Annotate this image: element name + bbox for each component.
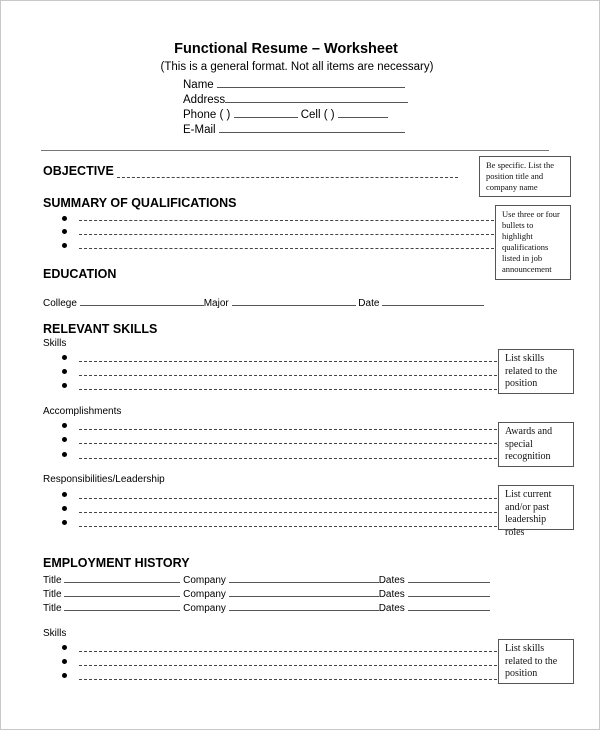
dates-label: Dates (378, 589, 405, 600)
bullet-icon (62, 452, 67, 457)
employment-row (43, 586, 490, 600)
bullet-icon (62, 423, 67, 428)
employment-row (43, 600, 490, 614)
bullet-icon (62, 645, 67, 650)
dates-field[interactable] (408, 600, 490, 611)
objective-heading (43, 164, 114, 178)
major-label: Major (203, 298, 229, 309)
accomplishments-line-3[interactable] (79, 458, 497, 459)
company-field[interactable] (229, 572, 379, 583)
education-row (43, 295, 484, 309)
phone-label: Phone ( ) (183, 109, 231, 121)
summary-heading: SUMMARY OF QUALIFICATIONS (43, 196, 237, 210)
accomplishments-line-1[interactable] (79, 429, 497, 430)
skills-line-3[interactable] (79, 389, 497, 390)
bullet-icon (62, 673, 67, 678)
bottom-skills-note: List skills related to the position (498, 639, 574, 684)
bottom-skills-line-3[interactable] (79, 679, 497, 680)
education-heading: EDUCATION (43, 267, 117, 281)
skills-line-1[interactable] (79, 361, 497, 362)
skills-note: List skills related to the position (498, 349, 574, 394)
college-label: College (43, 298, 77, 309)
accomplishments-note: Awards and special recognition (498, 422, 574, 467)
objective-note: Be specific. List the position title and company name (479, 156, 571, 197)
title-field[interactable] (64, 586, 180, 597)
title-field[interactable] (64, 600, 180, 611)
email-row (183, 122, 405, 136)
address-label: Address (183, 94, 226, 106)
accomplishments-line-2[interactable] (79, 443, 497, 444)
summary-line-3[interactable] (79, 248, 494, 249)
page-title: Functional Resume – Worksheet (174, 41, 398, 57)
address-row (183, 92, 408, 106)
dates-field[interactable] (408, 572, 490, 583)
leadership-line-2[interactable] (79, 512, 497, 513)
bullet-icon (62, 369, 67, 374)
leadership-line-3[interactable] (79, 526, 497, 527)
name-label: Name (183, 79, 214, 91)
bullet-icon (62, 506, 67, 511)
objective-heading-text: OBJECTIVE (43, 164, 114, 178)
cell-field[interactable] (338, 107, 388, 118)
skills-label: Skills (43, 338, 67, 349)
bottom-skills-label: Skills (43, 628, 67, 639)
bullet-icon (62, 520, 67, 525)
bullet-icon (62, 437, 67, 442)
page-subtitle: (This is a general format. Not all items are necessary) (160, 61, 434, 73)
date-label: Date (358, 298, 380, 309)
bullet-icon (62, 229, 67, 234)
relevant-skills-heading: RELEVANT SKILLS (43, 322, 158, 336)
dates-field[interactable] (408, 586, 490, 597)
summary-note: Use three or four bullets to highlight qualifications listed in job announcement (495, 205, 571, 280)
leadership-note: List current and/or past leadership roles (498, 485, 574, 530)
employment-heading: EMPLOYMENT HISTORY (43, 556, 190, 570)
education-date-field[interactable] (382, 295, 484, 306)
company-field[interactable] (229, 600, 379, 611)
leadership-line-1[interactable] (79, 498, 497, 499)
name-row (183, 77, 405, 91)
company-field[interactable] (229, 586, 379, 597)
bullet-icon (62, 355, 67, 360)
college-field[interactable] (80, 295, 204, 306)
dates-label: Dates (378, 575, 405, 586)
objective-field[interactable] (117, 177, 458, 178)
summary-line-2[interactable] (79, 234, 494, 235)
bullet-icon (62, 383, 67, 388)
bottom-skills-line-1[interactable] (79, 651, 497, 652)
phone-field[interactable] (234, 107, 298, 118)
email-field[interactable] (219, 122, 405, 133)
major-field[interactable] (232, 295, 356, 306)
bottom-skills-line-2[interactable] (79, 665, 497, 666)
cell-label: Cell ( ) (300, 109, 335, 121)
bullet-icon (62, 216, 67, 221)
bullet-icon (62, 492, 67, 497)
email-label: E-Mail (183, 124, 216, 136)
phone-row (183, 107, 388, 121)
summary-line-1[interactable] (79, 220, 494, 221)
title-label: Title (43, 575, 62, 586)
company-label: Company (183, 589, 226, 600)
accomplishments-label: Accomplishments (43, 406, 122, 417)
leadership-label: Responsibilities/Leadership (43, 474, 165, 485)
title-label: Title (43, 603, 62, 614)
skills-line-2[interactable] (79, 375, 497, 376)
address-field[interactable] (225, 92, 408, 103)
company-label: Company (183, 575, 226, 586)
bullet-icon (62, 659, 67, 664)
title-field[interactable] (64, 572, 180, 583)
dates-label: Dates (378, 603, 405, 614)
bullet-icon (62, 243, 67, 248)
title-label: Title (43, 589, 62, 600)
name-field[interactable] (217, 77, 405, 88)
employment-row (43, 572, 490, 586)
header-divider (41, 150, 549, 151)
company-label: Company (183, 603, 226, 614)
